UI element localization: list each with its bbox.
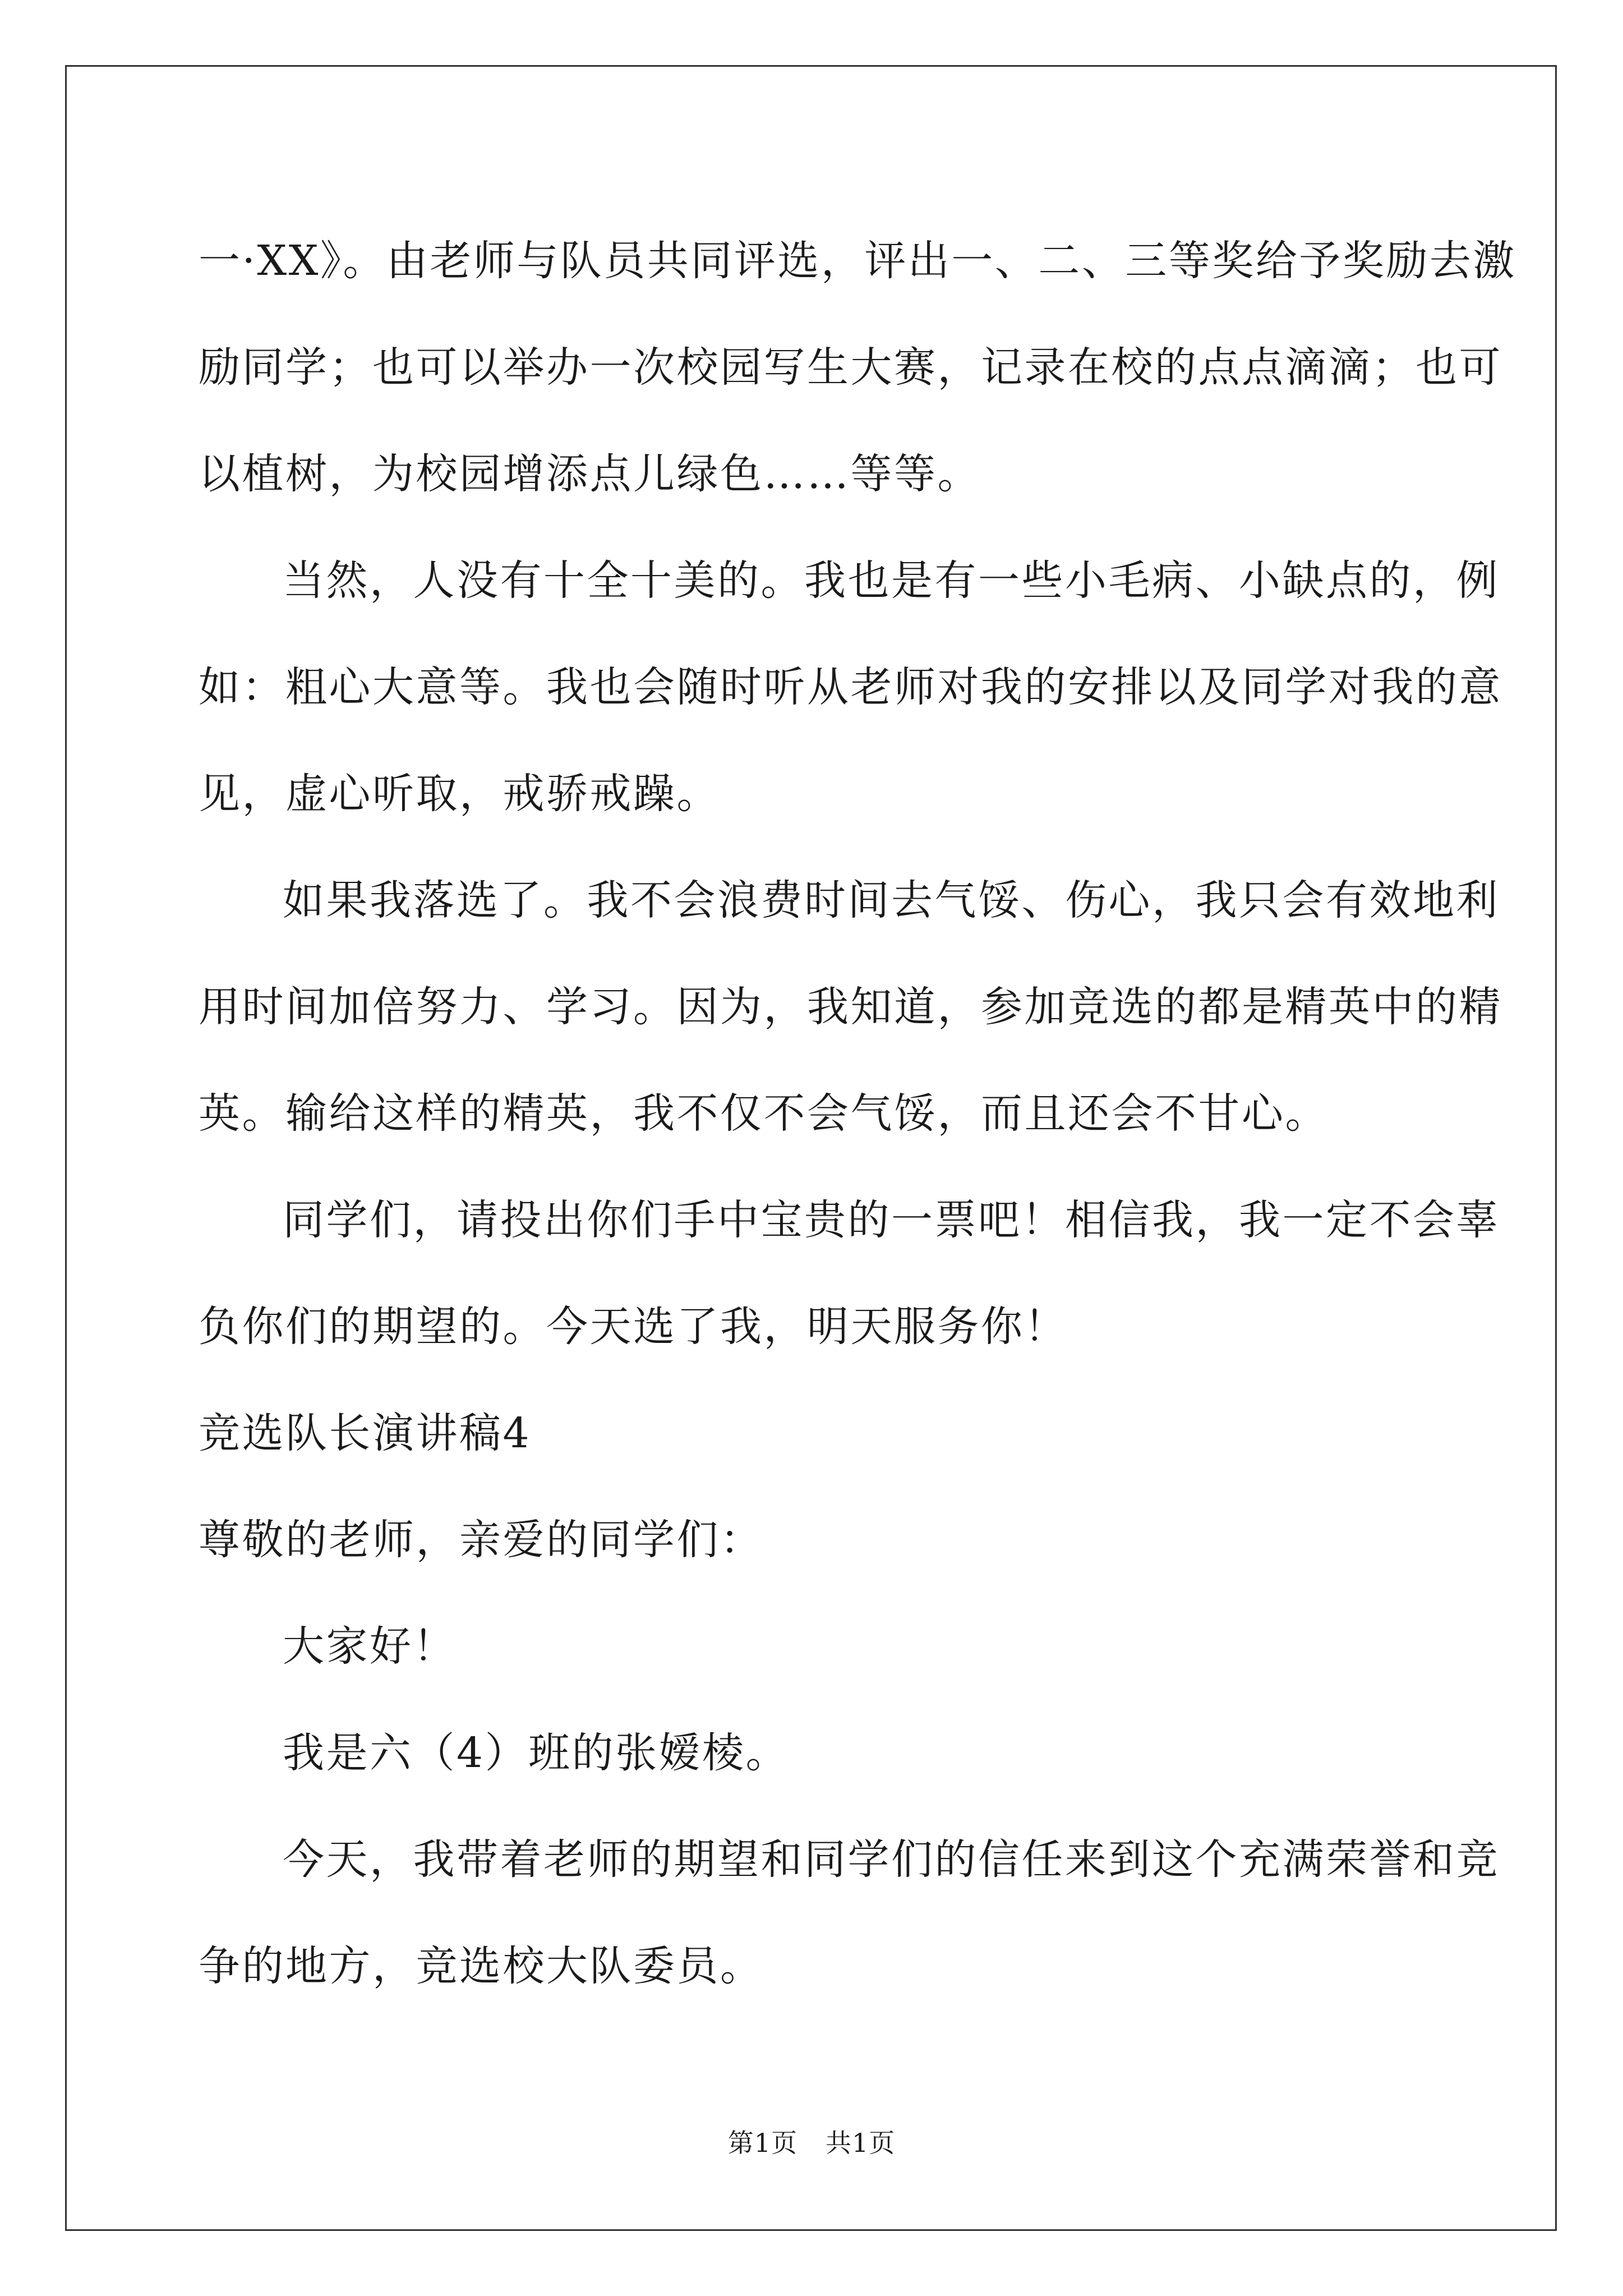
text-line: 如：粗心大意等。我也会随时听从老师对我的安排以及同学对我的意 (199, 663, 1502, 711)
text-line: 以植树，为校园增添点儿绿色……等等。 (199, 450, 981, 498)
text-line: 当然，人没有十全十美的。我也是有一些小毛病、小缺点的，例 (283, 556, 1500, 605)
page-number: 第1页 (727, 2128, 797, 2158)
section-heading: 竞选队长演讲稿4 (199, 1409, 532, 1457)
text-line: 同学们，请投出你们手中宝贵的一票吧！相信我，我一定不会辜 (283, 1196, 1500, 1244)
text-line: 如果我落选了。我不会浪费时间去气馁、伤心，我只会有效地利 (283, 876, 1500, 924)
page-total: 共1页 (826, 2128, 896, 2158)
text-line: 负你们的期望的。今天选了我，明天服务你！ (199, 1303, 1068, 1351)
text-line: 我是六（4）班的张嫒棱。 (283, 1729, 790, 1777)
text-line: 英。输给这样的精英，我不仅不会气馁，而且还会不甘心。 (199, 1089, 1329, 1138)
text-line: 励同学；也可以举办一次校园写生大赛，记录在校的点点滴滴；也可 (199, 343, 1502, 392)
text-line: 今天，我带着老师的期望和同学们的信任来到这个充满荣誉和竞 (283, 1835, 1500, 1884)
text-line: 见，虚心听取，戒骄戒躁。 (199, 770, 720, 818)
text-line: 一·XX》。由老师与队员共同评选，评出一、二、三等奖给予奖励去激 (199, 237, 1516, 285)
text-line: 用时间加倍努力、学习。因为，我知道，参加竞选的都是精英中的精 (199, 983, 1502, 1031)
document-body (199, 208, 1516, 2019)
salutation: 尊敬的老师，亲爱的同学们： (199, 1516, 764, 1564)
text-line: 争的地方，竞选校大队委员。 (199, 1942, 764, 1990)
greeting: 大家好！ (283, 1622, 457, 1671)
page-footer (0, 2126, 1623, 2160)
